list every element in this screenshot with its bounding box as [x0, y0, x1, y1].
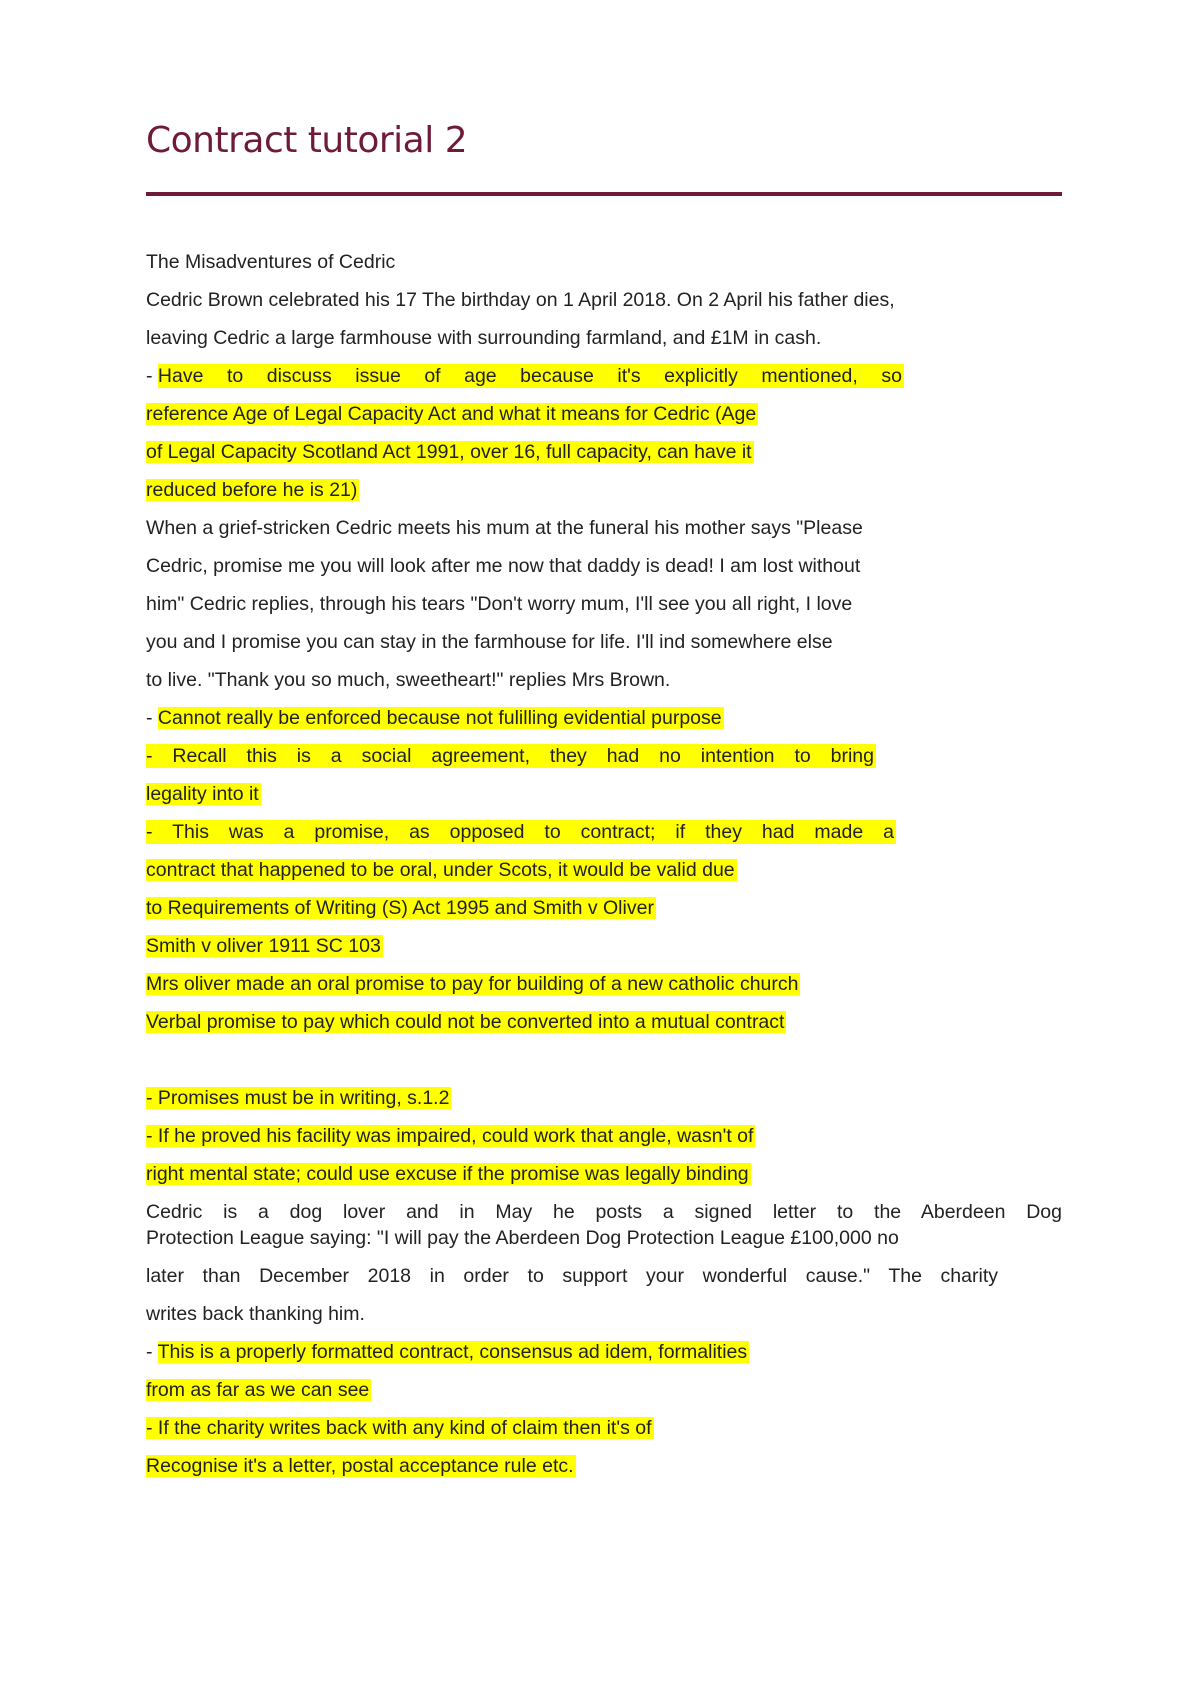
note-line: Recognise it's a letter, postal acceptance rule etc. — [146, 1455, 574, 1477]
text-line: Cedric, promise me you will look after me now that daddy is dead! I am lost without — [146, 555, 861, 577]
text-line: Cedric is a dog lover and in May he posts a signed letter to the Aberdeen Dog — [146, 1201, 1062, 1223]
note-line: Smith v oliver 1911 SC 103 — [146, 935, 381, 957]
text-line: Cedric Brown celebrated his 17 The birthday on 1 April 2018. On 2 April his father dies, — [146, 289, 895, 311]
text-line: you and I promise you can stay in the farmhouse for life. I'll ind somewhere else — [146, 631, 833, 653]
text-line: him" Cedric replies, through his tears "Don't worry mum, I'll see you all right, I love — [146, 593, 853, 615]
note-line: contract that happened to be oral, under Scots, it would be valid due — [146, 859, 735, 881]
text-line: later than December 2018 in order to support your wonderful cause." The charity — [146, 1265, 998, 1287]
note-line: - This was a promise, as opposed to contract; if they had made a — [146, 821, 894, 843]
note-line: legality into it — [146, 783, 259, 805]
note-line: - Cannot really be enforced because not fulilling evidential purpose — [146, 707, 722, 729]
text-line: leaving Cedric a large farmhouse with surrounding farmland, and £1M in cash. — [146, 327, 822, 349]
document-title: Contract tutorial 2 — [146, 120, 468, 161]
note-line: reference Age of Legal Capacity Act and what it means for Cedric (Age — [146, 403, 757, 425]
title-divider — [146, 192, 1062, 196]
note-line: of Legal Capacity Scotland Act 1991, over 16, full capacity, can have it — [146, 441, 752, 463]
text-line: Protection League saying: "I will pay the Aberdeen Dog Protection League £100,000 no — [146, 1227, 899, 1249]
note-line: right mental state; could use excuse if the promise was legally binding — [146, 1163, 749, 1185]
note-line: - Have to discuss issue of age because it's explicitly mentioned, so — [146, 365, 902, 387]
note-line: - If the charity writes back with any kind of claim then it's of — [146, 1417, 652, 1439]
note-line: Mrs oliver made an oral promise to pay for building of a new catholic church — [146, 973, 799, 995]
note-line: - Promises must be in writing, s.1.2 — [146, 1087, 450, 1109]
note-line: Verbal promise to pay which could not be converted into a mutual contract — [146, 1011, 785, 1033]
note-line: to Requirements of Writing (S) Act 1995 and Smith v Oliver — [146, 897, 654, 919]
note-line: reduced before he is 21) — [146, 479, 358, 501]
note-line: from as far as we can see — [146, 1379, 370, 1401]
note-line: - This is a properly formatted contract, consensus ad idem, formalities — [146, 1341, 748, 1363]
text-line: to live. "Thank you so much, sweetheart!" replies Mrs Brown. — [146, 669, 671, 691]
text-line: The Misadventures of Cedric — [146, 251, 396, 273]
text-line: writes back thanking him. — [146, 1303, 365, 1325]
note-line: - Recall this is a social agreement, they had no intention to bring — [146, 745, 874, 767]
text-line: When a grief-stricken Cedric meets his mum at the funeral his mother says "Please — [146, 517, 863, 539]
note-line: - If he proved his facility was impaired, could work that angle, wasn't of — [146, 1125, 754, 1147]
